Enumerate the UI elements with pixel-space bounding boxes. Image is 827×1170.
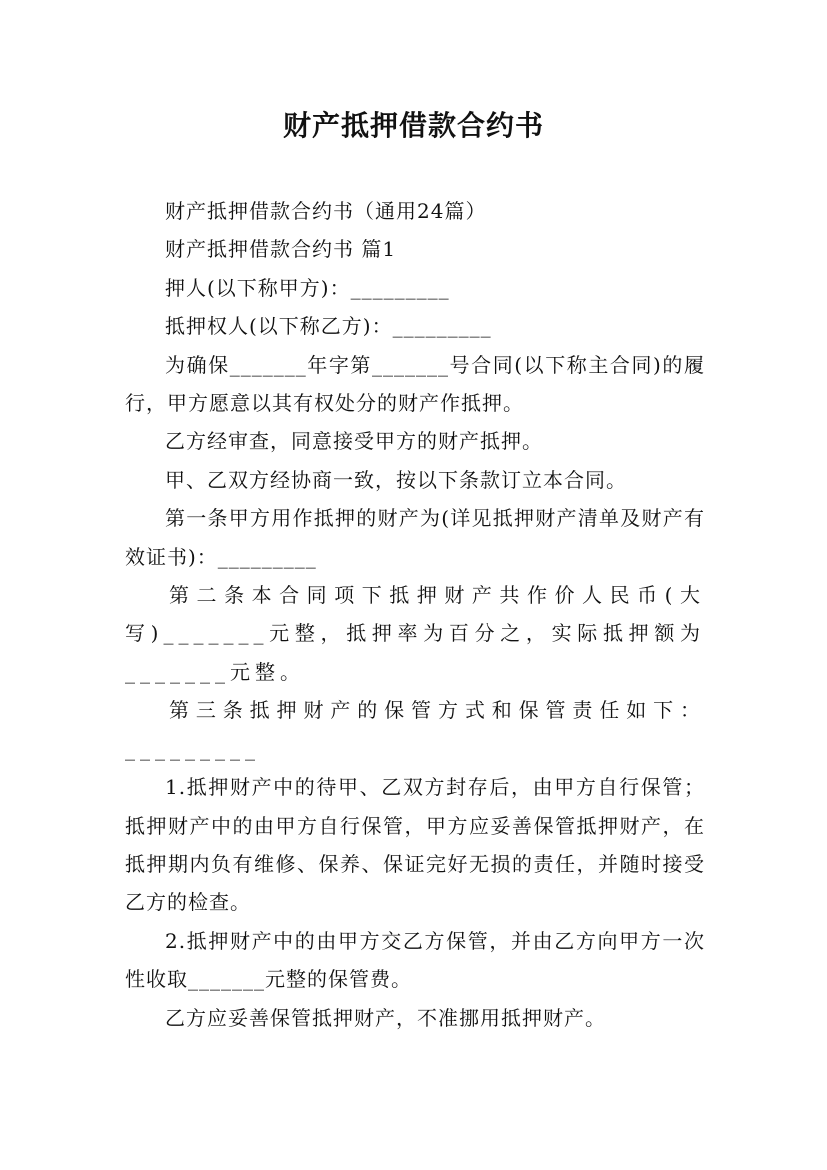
paragraph-review: 乙方经审查，同意接受甲方的财产抵押。 [165,429,543,454]
paragraph-agreement: 甲、乙双方经协商一致，按以下条款订立本合同。 [165,467,627,492]
document-title: 财产抵押借款合约书 [282,109,544,142]
paragraph-purpose: 为确保_______年字第_______号合同(以下称主合同)的履行，甲方愿意以其有权处分的财产作抵押。 [125,352,705,416]
paragraph-section-heading: 财产抵押借款合约书 篇1 [165,237,397,262]
paragraph-mortgagee: 抵押权人(以下称乙方)：_________ [165,314,492,339]
paragraph-article-3: 第三条抵押财产的保管方式和保管责任如下：_________ [125,698,705,761]
paragraph-custody: 乙方应妥善保管抵押财产，不准挪用抵押财产。 [165,1005,606,1030]
paragraph-article-1: 第一条甲方用作抵押的财产为(详见抵押财产清单及财产有效证书)：_________ [125,506,705,569]
paragraph-item-2: 2.抵押财产中的由甲方交乙方保管，并由乙方向甲方一次性收取_______元整的保管费。 [125,928,705,992]
paragraph-subtitle: 财产抵押借款合约书（通用24篇） [165,199,487,223]
paragraph-item-1: 1.抵押财产中的待甲、乙双方封存后，由甲方自行保管；抵押财产中的由甲方自行保管，甲方应妥善保管抵押财产，在抵押期内负有维修、保养、保证完好无损的责任，并随时接受乙方的检查。 [125,775,705,915]
paragraph-mortgagor: 押人(以下称甲方)：_________ [165,275,450,300]
document-body [125,192,705,1037]
paragraph-article-2: 第二条本合同项下抵押财产共作价人民币(大写)_______元整，抵押率为百分之，实际抵押额为_______元整。 [125,583,705,684]
